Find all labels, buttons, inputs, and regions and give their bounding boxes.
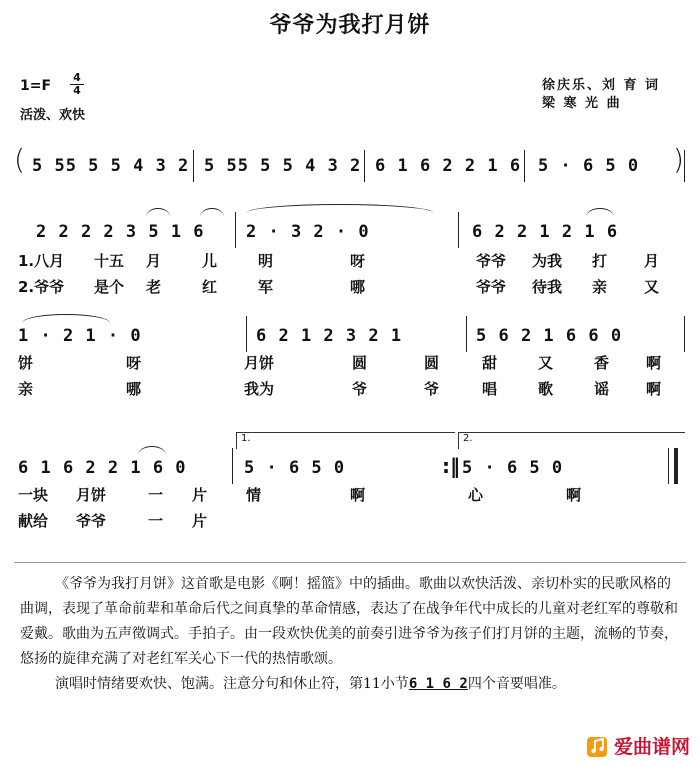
time-sig-bottom: 4 (73, 84, 81, 97)
row1-measure-4: 5 · 6 5 0 (538, 156, 640, 176)
lyric-word: 啊 (646, 354, 662, 372)
lyric-word: 亲 (18, 380, 34, 398)
lyric-word: 为我 (532, 252, 563, 270)
row2-measure-3: 6 2 2 1 2 1 6 (472, 222, 619, 242)
lyric-word: 呀 (126, 354, 142, 372)
volta-2-label: 2. (463, 433, 473, 444)
lyric-word: 甜 (482, 354, 498, 372)
lyric-word: 香 (594, 354, 610, 372)
lyric-word: 爷爷 (476, 252, 507, 270)
final-barline (674, 448, 678, 484)
barline (668, 448, 669, 484)
lyric-word: 十五 (94, 252, 125, 270)
lyric-word: 又 (538, 354, 554, 372)
slur (200, 208, 224, 217)
row1-measure-3: 6 1 6 2 2 1 6 (375, 156, 522, 176)
lyric-word: 谣 (594, 380, 610, 398)
lyric-word: 我为 (244, 380, 275, 398)
repeat-sign: :‖ (442, 454, 460, 478)
barline (235, 212, 236, 248)
lyric-word: 情 (246, 486, 262, 504)
lyric-word: 心 (468, 486, 484, 504)
music-note-icon (586, 734, 610, 758)
open-paren: ( (14, 143, 25, 176)
lyric-word: 呀 (350, 252, 366, 270)
lyric-word: 月饼 (76, 486, 107, 504)
description-paragraph-1: 《爷爷为我打月饼》这首歌是电影《啊！摇篮》中的插曲。歌曲以欢快活泼、亲切朴实的民歌风格的曲调，表现了革命前辈和革命后代之间真挚的革命情感，表达了在战争年代中成长的儿童对老红军的尊敬和爱戴。歌曲为五声徵调式。手拍子。由一段欢快优美的前奏引进爷爷为孩子们打月饼的主题，流畅的节奏，悠扬的旋律充满了对老红军关心下一代的热情歌颂。 (20, 576, 678, 667)
lyric-word: 打 (592, 252, 608, 270)
divider (14, 562, 686, 563)
lyric-word: 爷爷 (76, 512, 107, 530)
lyric-word: 红 (202, 278, 218, 296)
row2-measure-1: 2 2 2 2 3 5 1 6 (36, 222, 205, 242)
barline (684, 316, 685, 352)
lyric-word: 月 (644, 252, 660, 270)
slur (138, 446, 166, 455)
barline (524, 150, 525, 182)
lyric-word: 军 (258, 278, 274, 296)
lyric-word: 又 (644, 278, 660, 296)
volta-1 (236, 432, 455, 449)
lyric-word: 老 (146, 278, 162, 296)
row4-measure-2: 5 · 6 5 0 (244, 458, 346, 478)
tempo-marking: 活泼、欢快 (20, 108, 86, 123)
lyric-word: 一 (148, 486, 164, 504)
lyric-word: 一块 (18, 486, 49, 504)
description (20, 572, 680, 697)
volta-2 (458, 432, 685, 449)
lyric-word: 圆 (424, 354, 440, 372)
time-signature (70, 72, 84, 97)
lyric-word: 待我 (532, 278, 563, 296)
lyricist-credit: 徐庆乐、刘 育 词 (542, 78, 661, 93)
row4-measure-1: 6 1 6 2 2 1 6 0 (18, 458, 187, 478)
barline (364, 150, 365, 182)
row2-measure-2: 2 · 3 2 · 0 (246, 222, 370, 242)
row4-measure-3: 5 · 6 5 0 (462, 458, 564, 478)
watermark (586, 732, 690, 759)
lyric-word: 饼 (18, 354, 34, 372)
close-paren: ) (673, 143, 684, 176)
barline (466, 316, 467, 352)
volta-1-label: 1. (241, 433, 251, 444)
lyric-word: 儿 (202, 252, 218, 270)
lyric-word: 爷 (352, 380, 368, 398)
row1-measure-1: 5 55 5 5 4 3 2 (32, 156, 190, 176)
barline (232, 448, 233, 484)
slur (146, 208, 170, 217)
song-title: 爷爷为我打月饼 (269, 13, 431, 38)
key-signature: 1=F (20, 78, 52, 94)
lyric-word: 明 (258, 252, 274, 270)
lyric-word: 月 (146, 252, 162, 270)
lyric-word: 献给 (18, 512, 49, 530)
lyric-word: 歌 (538, 380, 554, 398)
lyric-word: 1.八月 (18, 252, 65, 270)
lyric-word: 啊 (566, 486, 582, 504)
lyric-word: 亲 (592, 278, 608, 296)
lyric-word: 片 (192, 486, 208, 504)
barline (246, 316, 247, 352)
description-paragraph-2 (20, 672, 680, 697)
lyric-word: 爷爷 (476, 278, 507, 296)
lyric-word: 啊 (646, 380, 662, 398)
lyric-word: 月饼 (244, 354, 275, 372)
description-text-end: 四个音要唱准。 (467, 676, 566, 692)
barline (458, 212, 459, 248)
barline (684, 150, 685, 182)
barline (193, 150, 194, 182)
slur (586, 208, 614, 217)
lyric-word: 啊 (350, 486, 366, 504)
time-sig-top: 4 (70, 72, 84, 85)
lyric-word: 哪 (350, 278, 366, 296)
composer-credit: 梁 寒 光 曲 (542, 96, 622, 111)
tie (22, 314, 110, 323)
row3-measure-3: 5 6 2 1 6 6 0 (476, 326, 623, 346)
lyric-word: 一 (148, 512, 164, 530)
notation-inline: 6 1 6 2 (408, 676, 468, 692)
tie (246, 204, 434, 213)
row3-measure-2: 6 2 1 2 3 2 1 (256, 326, 403, 346)
description-text: 演唱时情绪要欢快、饱满。注意分句和休止符，第11小节 (55, 676, 409, 692)
lyric-word: 是个 (94, 278, 125, 296)
lyric-word: 唱 (482, 380, 498, 398)
lyric-word: 片 (192, 512, 208, 530)
lyric-word: 圆 (352, 354, 368, 372)
lyric-word: 爷 (424, 380, 440, 398)
watermark-text: 爱曲谱网 (613, 736, 690, 758)
lyric-word: 2.爷爷 (18, 278, 65, 296)
row3-measure-1: 1 · 2 1 · 0 (18, 326, 142, 346)
row1-measure-2: 5 55 5 5 4 3 2 (204, 156, 362, 176)
lyric-word: 哪 (126, 380, 142, 398)
